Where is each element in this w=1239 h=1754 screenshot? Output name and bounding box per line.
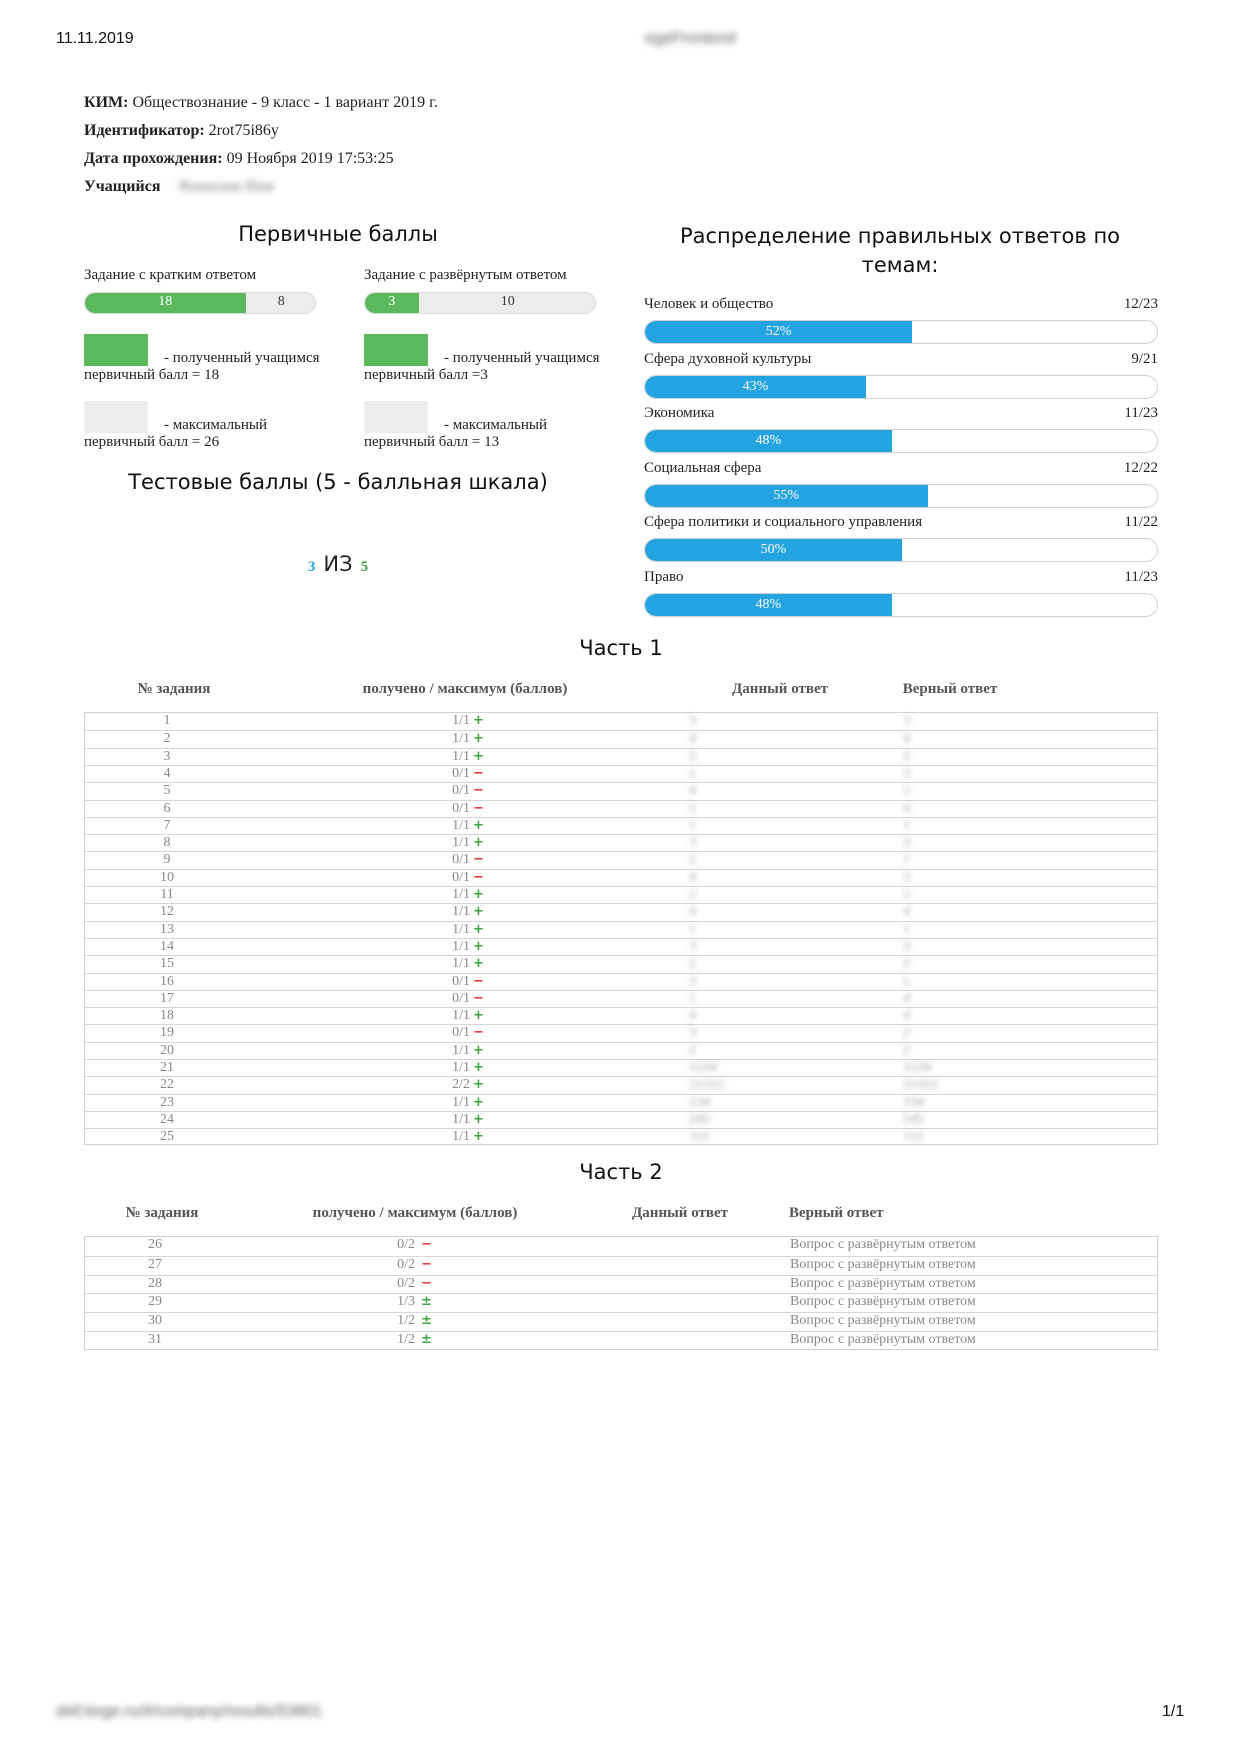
correct-answer: 2	[903, 1042, 910, 1058]
given-answer: 4	[689, 904, 696, 920]
table-row	[85, 800, 1157, 818]
given-answer: 2	[689, 887, 696, 902]
result-mark-icon: −	[473, 852, 484, 868]
table-row	[85, 748, 1157, 766]
topic-name: Социальная сфера	[644, 459, 762, 476]
table-row	[85, 1007, 1157, 1025]
table-row	[85, 765, 1157, 783]
task-score: 1/1	[452, 956, 470, 972]
task-number: 10	[160, 869, 174, 885]
correct-answer: 4	[903, 904, 910, 920]
task-score: 1/1	[452, 938, 470, 954]
result-mark-icon: ±	[421, 1313, 432, 1329]
given-answer: 3	[689, 1025, 696, 1041]
given-answer: 4	[689, 1008, 696, 1024]
table-row	[85, 713, 1157, 730]
short-missing-value: 8	[277, 294, 285, 309]
task-number: 28	[148, 1275, 162, 1291]
task-number: 18	[160, 1008, 174, 1024]
result-mark-icon: −	[421, 1275, 432, 1291]
legend-got-short: - полученный учащимся первичный балл = 18	[84, 350, 320, 383]
table-row	[85, 1111, 1157, 1129]
footer-url: dell.kege.ru/#/company/results/53801	[56, 1703, 322, 1720]
given-answer: 1234	[689, 1060, 717, 1075]
task-score: 1/1	[452, 887, 470, 902]
given-answer: 245	[689, 1111, 710, 1127]
part2-header-given: Данный ответ	[631, 1205, 728, 1221]
task-number: 26	[148, 1237, 162, 1252]
part2-header-correct: Верный ответ	[789, 1205, 884, 1221]
given-answer: 2	[689, 800, 696, 816]
task-number: 1	[163, 713, 171, 728]
task-number: 12	[160, 904, 174, 920]
topic-fraction: 9/21	[1131, 350, 1158, 367]
task-score: 2/2	[452, 1077, 470, 1093]
task-score: 1/1	[452, 1008, 470, 1024]
task-score: 1/1	[452, 921, 470, 937]
table-row	[85, 921, 1157, 939]
task-number: 30	[148, 1313, 162, 1329]
task-number: 17	[160, 990, 174, 1006]
correct-answer: 4	[903, 990, 910, 1006]
task-number: 11	[160, 887, 174, 902]
result-mark-icon: +	[473, 1129, 484, 1145]
task-score: 1/1	[452, 904, 470, 920]
task-score: 0/1	[452, 783, 470, 799]
test-score	[84, 552, 592, 576]
given-answer: 4	[689, 783, 696, 799]
task-score: 0/2	[397, 1256, 415, 1272]
given-answer: 134	[689, 1094, 710, 1110]
table-row	[85, 1042, 1157, 1060]
topic-progress-bar	[644, 484, 1158, 508]
table-row	[85, 1128, 1157, 1146]
task-number: 29	[148, 1294, 162, 1310]
test-score-of: ИЗ	[323, 552, 353, 576]
result-mark-icon: −	[473, 973, 484, 989]
task-score: 1/1	[452, 731, 470, 747]
task-number: 19	[160, 1025, 174, 1041]
topic-percent: 50%	[760, 542, 787, 558]
short-answer-label: Задание с кратким ответом	[84, 267, 257, 283]
result-mark-icon: +	[473, 938, 484, 954]
topic-fraction: 12/22	[1123, 459, 1158, 476]
task-number: 2	[163, 731, 171, 747]
legend-max-long: - максимальный первичный балл = 13	[364, 417, 548, 450]
topic-percent: 55%	[773, 487, 800, 503]
task-number: 20	[160, 1042, 174, 1058]
result-mark-icon: +	[473, 748, 484, 764]
table-row	[85, 1059, 1157, 1077]
task-score: 0/1	[452, 800, 470, 816]
result-mark-icon: +	[473, 1008, 484, 1024]
correct-answer: 2	[903, 956, 910, 972]
part1-header-number: № задания	[137, 681, 211, 697]
topic-progress-bar	[644, 538, 1158, 562]
task-score: 0/1	[452, 973, 470, 989]
task-score: 0/1	[452, 869, 470, 885]
task-score: 0/2	[397, 1237, 415, 1252]
table-row	[85, 1256, 1157, 1275]
part1-header-score: получено / максимум (баллов)	[362, 681, 568, 697]
task-score: 1/2	[397, 1332, 415, 1347]
test-scores-title: Тестовые баллы (5 - балльная шкала)	[128, 470, 548, 494]
result-mark-icon: +	[473, 1094, 484, 1110]
table-row	[85, 851, 1157, 869]
task-score: 0/1	[452, 852, 470, 868]
given-answer: 1	[689, 817, 696, 833]
result-mark-icon: ±	[421, 1294, 432, 1310]
result-mark-icon: +	[473, 713, 484, 728]
given-answer: 1	[689, 921, 696, 937]
given-answer: 4	[689, 869, 696, 885]
part2-title: Часть 2	[579, 1160, 663, 1184]
table-row	[85, 834, 1157, 852]
topic-name: Сфера духовной культуры	[644, 350, 812, 367]
correct-answer: 1	[903, 852, 910, 868]
table-row	[85, 938, 1157, 956]
task-number: 7	[163, 817, 171, 833]
topic-name: Экономика	[644, 405, 715, 422]
short-answer-score-bar	[84, 292, 316, 314]
task-number: 16	[160, 973, 174, 989]
correct-answer: Вопрос с развёрнутым ответом	[790, 1275, 976, 1291]
result-mark-icon: −	[421, 1237, 432, 1252]
topic-percent: 48%	[755, 597, 782, 612]
part1-header-given: Данный ответ	[731, 681, 828, 697]
short-got-value: 18	[158, 294, 173, 309]
correct-answer: 2	[903, 1025, 910, 1041]
task-number: 13	[160, 921, 174, 937]
correct-answer: 1234	[903, 1060, 931, 1075]
task-score: 1/3	[397, 1294, 415, 1310]
long-missing-value: 10	[500, 294, 515, 309]
table-row	[85, 903, 1157, 921]
given-answer: 21312	[689, 1077, 724, 1093]
correct-answer: 2	[903, 748, 910, 764]
correct-answer: Вопрос с развёрнутым ответом	[790, 1332, 976, 1347]
table-row	[85, 990, 1157, 1008]
part1-table	[84, 712, 1158, 1145]
table-row	[85, 955, 1157, 973]
task-score: 0/1	[452, 1025, 470, 1041]
correct-answer: 3	[903, 869, 910, 885]
identifier-line: Идентификатор: 2rot75i86y	[84, 122, 279, 139]
task-score: 1/1	[452, 835, 470, 851]
correct-answer: 4	[903, 731, 910, 747]
result-mark-icon: −	[473, 1025, 484, 1041]
student-name: Фамилия Имя	[178, 178, 274, 195]
table-row	[85, 1076, 1157, 1094]
given-answer: 1	[689, 990, 696, 1006]
task-number: 9	[163, 852, 171, 868]
print-source-title: egeFrontend	[645, 30, 736, 47]
correct-answer: 2	[903, 783, 910, 799]
given-answer: 2	[689, 852, 696, 868]
long-got-value: 3	[388, 294, 396, 309]
long-answer-score-bar	[364, 292, 596, 314]
task-score: 1/1	[452, 1094, 470, 1110]
topic-fraction: 11/23	[1124, 569, 1158, 585]
result-mark-icon: +	[473, 1111, 484, 1127]
task-number: 31	[148, 1332, 162, 1347]
table-row	[85, 869, 1157, 887]
topic-fraction: 12/23	[1123, 296, 1158, 312]
task-number: 27	[148, 1256, 162, 1272]
task-number: 8	[163, 835, 171, 851]
task-number: 24	[160, 1111, 174, 1127]
topic-progress-bar	[644, 320, 1158, 344]
table-row	[85, 886, 1157, 904]
test-score-value: 3	[307, 559, 316, 575]
given-answer: 2	[689, 956, 696, 972]
result-mark-icon: +	[473, 1060, 484, 1075]
part1-title: Часть 1	[579, 636, 663, 660]
task-number: 15	[160, 956, 174, 972]
correct-answer: 4	[903, 800, 910, 816]
topic-name: Сфера политики и социального управления	[644, 514, 923, 531]
legend-max-short: - максимальный первичный балл = 26	[84, 417, 268, 450]
table-row	[85, 1275, 1157, 1294]
correct-answer: 112	[903, 1129, 924, 1145]
topic-percent: 43%	[742, 378, 769, 394]
student-line: Учащийся Фамилия Имя	[84, 178, 274, 195]
task-score: 1/1	[452, 1129, 470, 1145]
page-number: 1/1	[1162, 1703, 1185, 1720]
correct-answer: 134	[903, 1094, 924, 1110]
topics-title: Распределение правильных ответов по темам:	[679, 224, 1121, 277]
table-row	[85, 1312, 1157, 1331]
primary-scores-title: Первичные баллы	[238, 222, 438, 246]
topic-progress-bar	[644, 375, 1158, 399]
correct-answer: 4	[903, 1008, 910, 1024]
task-score: 1/2	[397, 1313, 415, 1329]
correct-answer: 21312	[903, 1077, 938, 1093]
topic-fraction: 11/23	[1124, 405, 1158, 422]
task-score: 0/1	[452, 765, 470, 781]
task-score: 1/1	[452, 1042, 470, 1058]
task-score: 1/1	[452, 817, 470, 833]
task-number: 4	[163, 765, 171, 781]
result-mark-icon: +	[473, 904, 484, 920]
result-mark-icon: ±	[421, 1332, 432, 1347]
given-answer: 2	[689, 748, 696, 764]
table-row	[85, 973, 1157, 991]
kim-line: КИМ: Обществознание - 9 класс - 1 вариант 2019 г.	[84, 94, 438, 111]
date-line: Дата прохождения: 09 Ноября 2019 17:53:25	[84, 150, 394, 167]
part1-header-correct: Верный ответ	[902, 681, 998, 697]
correct-answer: Вопрос с развёрнутым ответом	[790, 1237, 976, 1252]
topic-percent: 52%	[765, 324, 792, 339]
long-answer-label: Задание с развёрнутым ответом	[364, 267, 567, 283]
task-number: 22	[160, 1077, 174, 1093]
result-mark-icon: +	[473, 1077, 484, 1093]
task-number: 6	[163, 800, 171, 816]
topic-name: Право	[644, 569, 684, 585]
print-date: 11.11.2019	[56, 30, 134, 47]
topic-progress-bar	[644, 593, 1158, 617]
result-mark-icon: +	[473, 921, 484, 937]
table-row	[85, 817, 1157, 835]
table-row	[85, 730, 1157, 748]
table-row	[85, 1293, 1157, 1312]
result-mark-icon: −	[473, 765, 484, 781]
given-answer: 4	[689, 731, 696, 747]
topic-percent: 48%	[755, 433, 782, 449]
task-score: 1/1	[452, 748, 470, 764]
correct-answer: 3	[903, 835, 910, 851]
task-number: 25	[160, 1129, 174, 1145]
task-number: 3	[163, 748, 171, 764]
table-row	[85, 782, 1157, 800]
correct-answer: 1	[903, 973, 910, 989]
result-mark-icon: −	[473, 800, 484, 816]
task-number: 23	[160, 1094, 174, 1110]
result-mark-icon: −	[421, 1256, 432, 1272]
correct-answer: 2	[903, 887, 910, 902]
correct-answer: 3	[903, 713, 910, 728]
given-answer: 3	[689, 973, 696, 989]
result-mark-icon: +	[473, 887, 484, 902]
task-number: 14	[160, 938, 174, 954]
correct-answer: 3	[903, 765, 910, 781]
task-number: 5	[163, 783, 171, 799]
given-answer: 112	[689, 1129, 710, 1145]
topic-progress-bar	[644, 429, 1158, 453]
task-score: 1/1	[452, 1111, 470, 1127]
part2-header-score: получено / максимум (баллов)	[312, 1205, 518, 1221]
part2-header-number: № задания	[125, 1205, 199, 1221]
result-mark-icon: +	[473, 835, 484, 851]
result-mark-icon: −	[473, 783, 484, 799]
legend-got-long: - полученный учащимся первичный балл =3	[364, 350, 600, 383]
correct-answer: Вопрос с развёрнутым ответом	[790, 1256, 976, 1272]
given-answer: 2	[689, 1042, 696, 1058]
test-score-max: 5	[360, 559, 369, 575]
table-row	[85, 1237, 1157, 1255]
given-answer: 3	[689, 713, 696, 728]
result-mark-icon: −	[473, 990, 484, 1006]
topic-name: Человек и общество	[644, 296, 774, 312]
part2-table	[84, 1236, 1158, 1350]
task-score: 0/1	[452, 990, 470, 1006]
result-mark-icon: +	[473, 1042, 484, 1058]
result-mark-icon: +	[473, 817, 484, 833]
correct-answer: Вопрос с развёрнутым ответом	[790, 1313, 976, 1329]
task-number: 21	[160, 1060, 174, 1075]
given-answer: 3	[689, 835, 696, 851]
task-score: 0/2	[397, 1275, 415, 1291]
correct-answer: 245	[903, 1111, 924, 1127]
table-row	[85, 1331, 1157, 1350]
correct-answer: 1	[903, 817, 910, 833]
given-answer: 1	[689, 765, 696, 781]
result-mark-icon: −	[473, 869, 484, 885]
table-row	[85, 1094, 1157, 1112]
correct-answer: Вопрос с развёрнутым ответом	[790, 1294, 976, 1310]
result-mark-icon: +	[473, 731, 484, 747]
correct-answer: 1	[903, 921, 910, 937]
topic-fraction: 11/22	[1124, 514, 1158, 531]
task-score: 1/1	[452, 713, 470, 728]
table-row	[85, 1024, 1157, 1042]
correct-answer: 3	[903, 938, 910, 954]
given-answer: 3	[689, 938, 696, 954]
task-score: 1/1	[452, 1060, 470, 1075]
result-mark-icon: +	[473, 956, 484, 972]
